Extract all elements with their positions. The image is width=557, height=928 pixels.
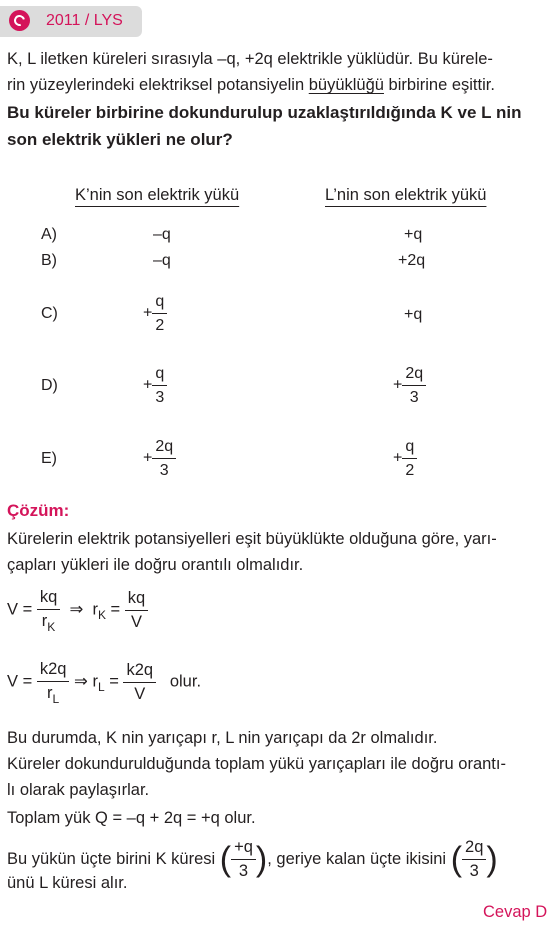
option-e-label[interactable]: E) bbox=[41, 450, 57, 467]
option-c-k: + $\frac{q}{2}$ bbox=[143, 292, 167, 335]
column-header-k: K’nin son elektrik yükü bbox=[75, 186, 240, 204]
equation-1: V = $\frac{kq}{r_K}$ ⇒ $r_K$ = $\frac{kq}{V}$ bbox=[7, 588, 148, 632]
solution-p5: Bu yükün üçte birini K küresi ( $\frac{+q}{3}$ ), geriye kalan üçte ikisini ( $\frac{2q}{3}$ ) bbox=[7, 838, 498, 880]
option-c-label[interactable]: C) bbox=[41, 305, 58, 322]
circle-refresh-icon bbox=[9, 10, 30, 31]
option-d-label[interactable]: D) bbox=[41, 377, 58, 394]
question-bold-1: Bu küreler birbirine dokundurulup uzaklaştırıldığında K ve L nin bbox=[7, 103, 522, 122]
solution-p1b: çapları yükleri ile doğru orantılı olmalıdır. bbox=[7, 556, 304, 574]
column-header-l: L’nin son elektrik yükü bbox=[325, 186, 487, 204]
option-b-label[interactable]: B) bbox=[41, 252, 57, 269]
option-a-label[interactable]: A) bbox=[41, 226, 57, 243]
solution-p2: Bu durumda, K nin yarıçapı r, L nin yarıçapı da 2r olmalıdır. bbox=[7, 729, 438, 747]
option-e-k: + $\frac{2q}{3}$ bbox=[143, 437, 176, 480]
question-line-1: K, L iletken küreleri sırasıyla –q, +2q elektrikle yüklüdür. Bu kürele- bbox=[7, 50, 493, 68]
year-label: 2011 / LYS bbox=[46, 12, 123, 29]
option-d-l: + $\frac{2q}{3}$ bbox=[393, 364, 426, 407]
underlined-word: büyüklüğü bbox=[308, 76, 384, 94]
solution-p4: Toplam yük Q = –q + 2q = +q olur. bbox=[7, 809, 256, 827]
option-a-k: –q bbox=[153, 226, 171, 243]
solution-p1a: Kürelerin elektrik potansiyelleri eşit büyüklükte olduğuna göre, yarı- bbox=[7, 530, 497, 548]
answer-label: Cevap D bbox=[483, 903, 548, 921]
solution-p3b: lı olarak paylaşırlar. bbox=[7, 781, 150, 799]
solution-p6: ünü L küresi alır. bbox=[7, 874, 128, 892]
option-a-l: +q bbox=[404, 226, 423, 243]
question-bold-2: son elektrik yükleri ne olur? bbox=[7, 130, 233, 149]
equation-2: V = $\frac{k2q}{r_L}$ ⇒ $r_L$ = $\frac{k2q}{V}$ olur. bbox=[7, 660, 202, 706]
solution-p3a: Küreler dokundurulduğunda toplam yükü yarıçapları ile doğru orantı- bbox=[7, 755, 506, 773]
option-e-l: + $\frac{q}{2}$ bbox=[393, 437, 417, 480]
option-c-l: +q bbox=[404, 306, 423, 323]
option-d-k: + $\frac{q}{3}$ bbox=[143, 364, 167, 407]
option-b-l: +2q bbox=[398, 252, 426, 269]
option-b-k: –q bbox=[153, 252, 171, 269]
question-line-2: rin yüzeylerindeki elektriksel potansiyelin büyüklüğü birbirine eşittir. bbox=[7, 76, 495, 94]
solution-title: Çözüm: bbox=[7, 501, 70, 520]
